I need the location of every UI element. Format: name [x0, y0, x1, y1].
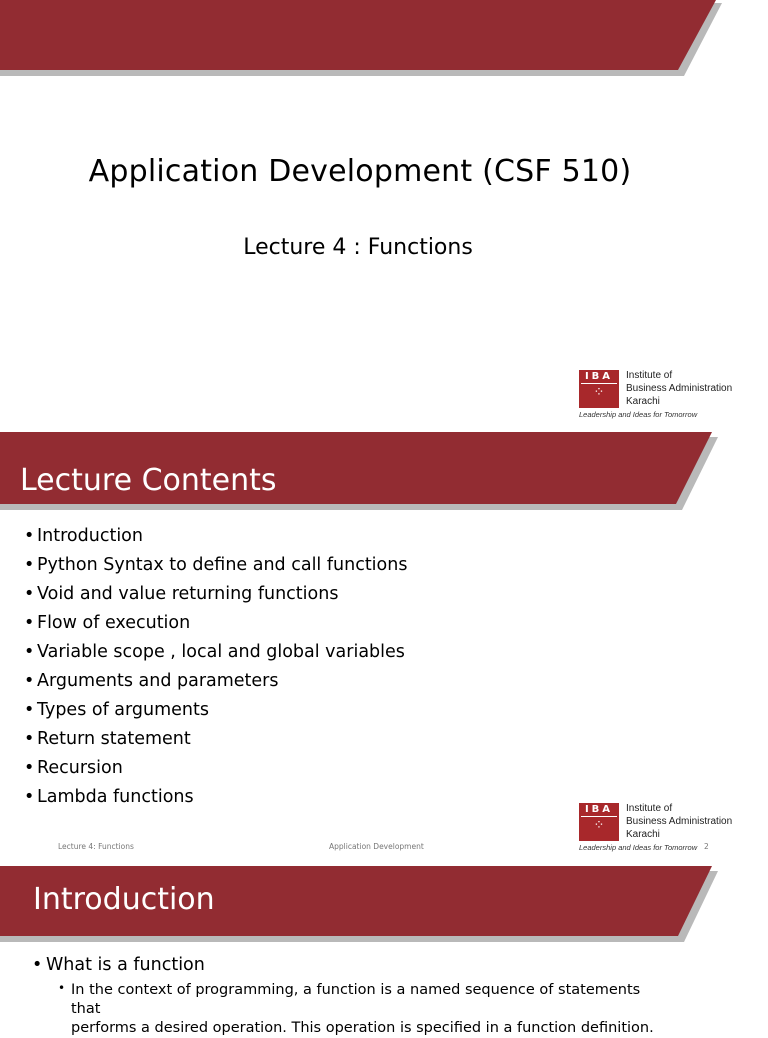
list-item: • Lambda functions	[24, 785, 407, 814]
slide-title: Application Development (CSF 510)	[88, 154, 632, 189]
iba-logo	[579, 803, 749, 851]
list-item: • Types of arguments	[24, 698, 407, 727]
iba-emblem-icon: ⁘	[593, 385, 605, 400]
iba-logo	[579, 370, 749, 418]
title-slide	[0, 0, 768, 432]
list-item: • Python Syntax to define and call functions	[24, 553, 407, 582]
footer-lecture: Lecture 4: Functions	[58, 842, 134, 851]
list-item: • Variable scope , local and global variables	[24, 640, 407, 669]
footer-course: Application Development	[329, 842, 424, 851]
bullet-item: • What is a function	[32, 955, 205, 975]
list-item: • Void and value returning functions	[24, 582, 407, 611]
lecture-contents-slide	[0, 432, 768, 864]
institute-name: Institute of Business Administration Karachi	[626, 803, 733, 840]
list-item: • Flow of execution	[24, 611, 407, 640]
slide-subtitle: Lecture 4 : Functions	[243, 235, 473, 260]
introduction-slide	[0, 864, 768, 1036]
iba-logo-mark: IBA ⁘	[579, 803, 619, 841]
contents-list	[24, 524, 407, 814]
logo-tagline: Leadership and Ideas for Tomorrow	[579, 410, 698, 419]
list-item: • Return statement	[24, 727, 407, 756]
page-number: 2	[704, 842, 709, 851]
logo-tagline: Leadership and Ideas for Tomorrow	[579, 843, 698, 852]
iba-emblem-icon: ⁘	[593, 818, 605, 833]
sub-bullet-marker: •	[58, 981, 66, 995]
sub-bullet-text: In the context of programming, a function is a named sequence of statements that performs a desired operation. This operation is specified in a function definition.	[71, 982, 654, 1036]
list-item: • Recursion	[24, 756, 407, 785]
list-item: • Introduction	[24, 524, 407, 553]
slide-heading: Introduction	[33, 882, 215, 917]
slide-heading: Lecture Contents	[20, 463, 277, 498]
iba-logo-mark: IBA ⁘	[579, 370, 619, 408]
institute-name: Institute of Business Administration Karachi	[626, 370, 733, 407]
list-item: • Arguments and parameters	[24, 669, 407, 698]
header-banner	[0, 0, 768, 80]
